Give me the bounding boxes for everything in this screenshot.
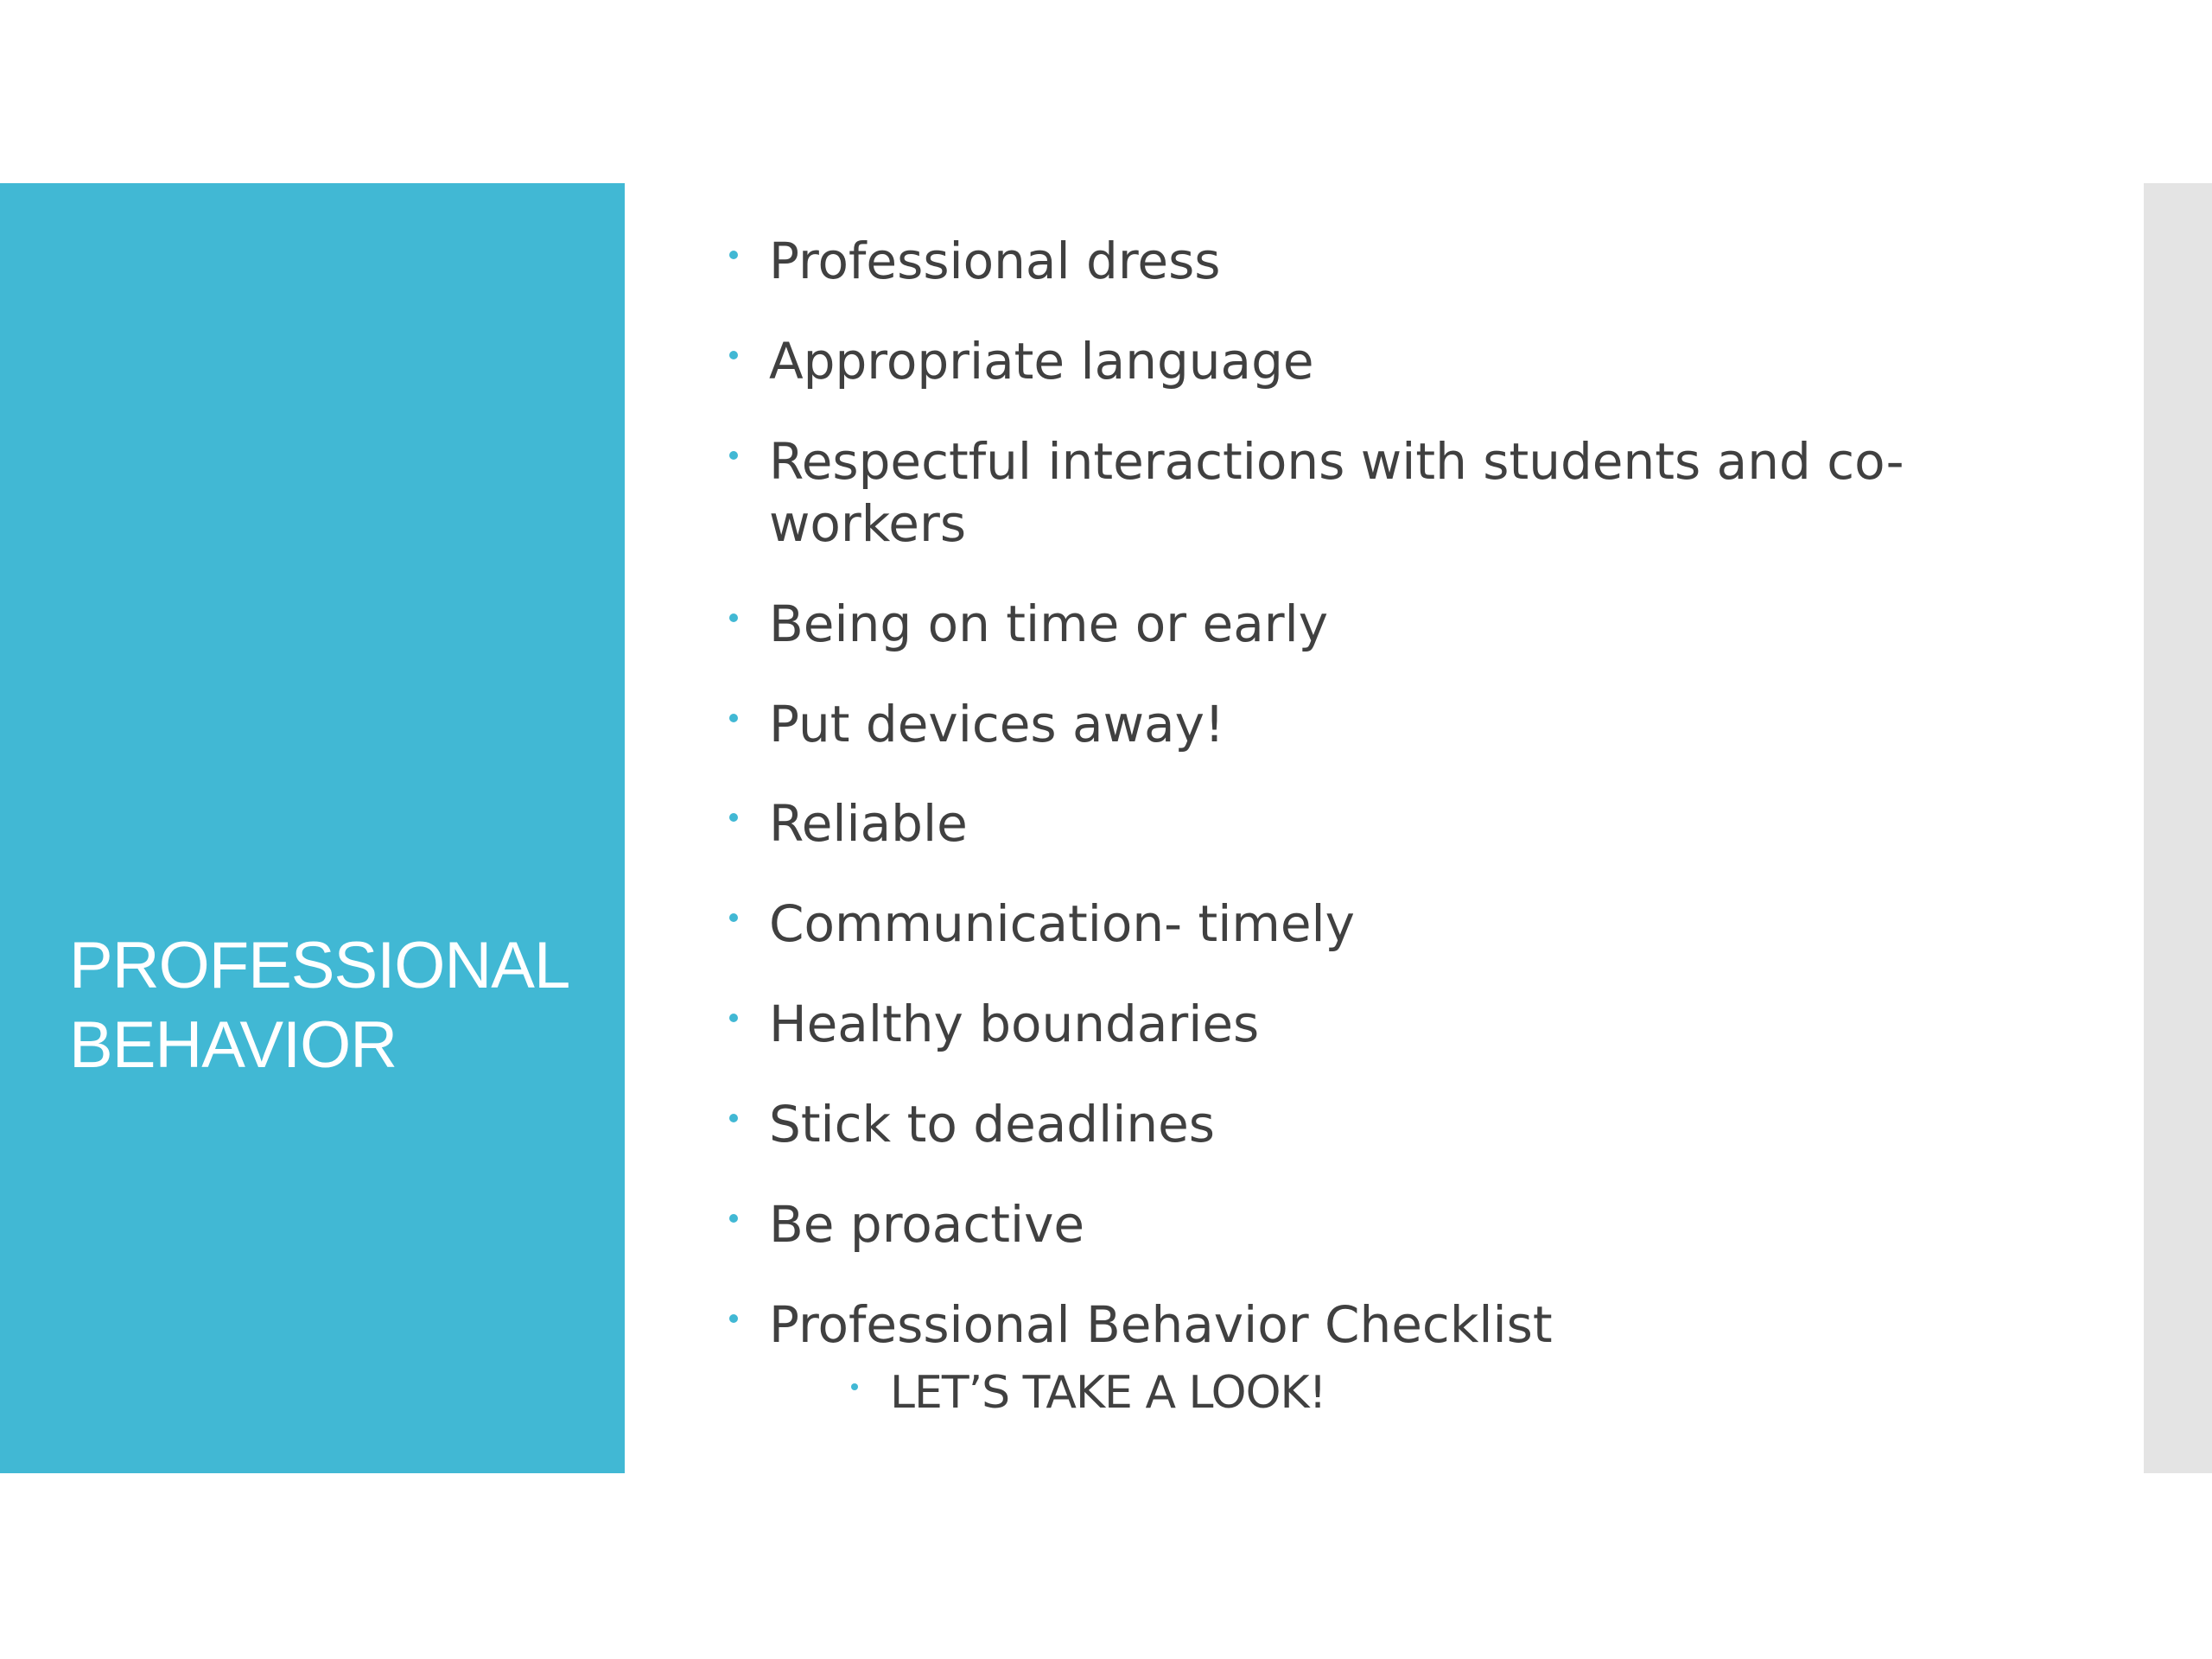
bullet-dot-icon	[729, 451, 738, 460]
slide-title: PROFESSIONAL BEHAVIOR	[69, 929, 568, 1082]
bullet-dot-icon	[729, 1214, 738, 1223]
sub-bullet-text: LET’S TAKE A LOOK!	[890, 1367, 1326, 1419]
bullet-text: Put devices away!	[769, 695, 1225, 753]
bullet-dot-icon	[729, 813, 738, 822]
bullet-dot-icon	[729, 1314, 738, 1323]
bullet-dot-icon	[729, 613, 738, 622]
bullet-dot-icon	[729, 251, 738, 259]
bullet-text: Respectful interactions with students and co-workers	[769, 432, 1904, 553]
bullet-dot-icon	[729, 913, 738, 922]
sub-bullet-dot-icon	[851, 1383, 858, 1390]
bullet-text: Stick to deadlines	[769, 1095, 1215, 1154]
bullet-text: Reliable	[769, 794, 968, 853]
bullet-text: Be proactive	[769, 1195, 1085, 1254]
bullet-text: Professional Behavior Checklist	[769, 1295, 1553, 1354]
bullet-text: Appropriate language	[769, 332, 1314, 391]
bullet-dot-icon	[729, 714, 738, 722]
bullet-dot-icon	[729, 1014, 738, 1022]
bullet-text: Communication- timely	[769, 894, 1355, 953]
bullet-dot-icon	[729, 1114, 738, 1122]
bullet-text: Being on time or early	[769, 594, 1329, 653]
bullet-text: Professional dress	[769, 232, 1221, 290]
bullet-dot-icon	[729, 351, 738, 359]
bullet-text: Healthy boundaries	[769, 995, 1260, 1053]
